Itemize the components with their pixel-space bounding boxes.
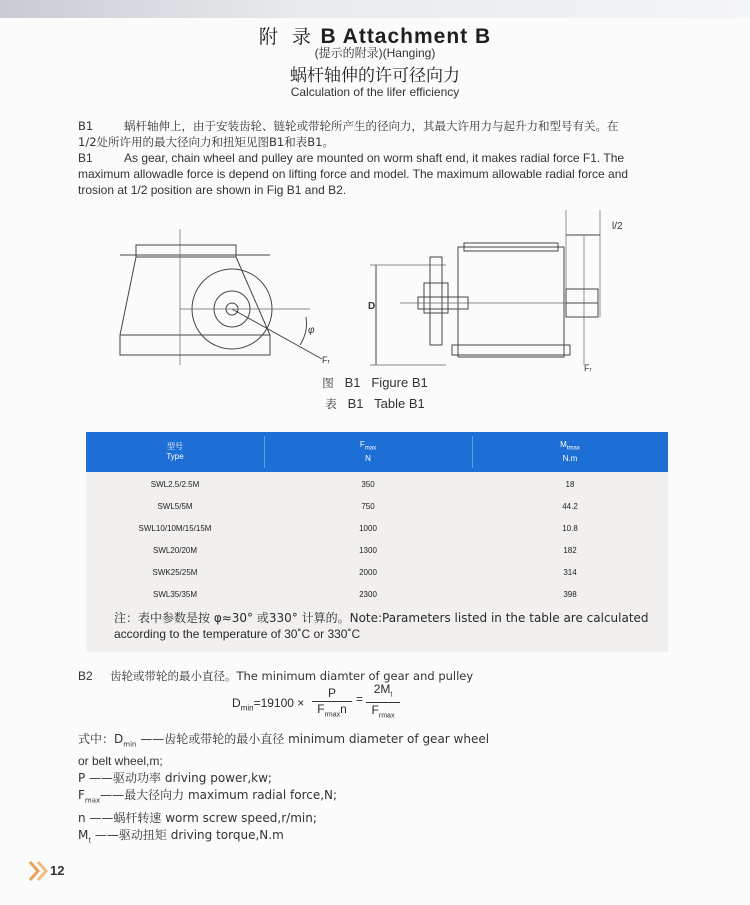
b1-paragraph <box>78 118 668 198</box>
table-row: SWL10/10M/15/15M 1000 10.8 <box>138 524 578 533</box>
header-type: 型号 Type <box>166 442 184 461</box>
table-header <box>86 432 668 472</box>
formula-lhs: $D_{min}=19100$ × <box>232 696 305 713</box>
top-band <box>0 0 750 18</box>
header-mtmax: $M_{tmax}$ N.m <box>560 440 580 463</box>
table-b1 <box>86 432 668 652</box>
table-row: SWK25/25M 2000 314 <box>152 568 577 577</box>
legend-line4: $F_{max}——$最大径向力 maximum radial force,N; <box>78 788 338 805</box>
legend-line3: P ——驱动功率 driving power,kw; <box>78 771 272 786</box>
b1-tag: B1 <box>78 119 94 133</box>
label-fr-right: Fᵣ <box>584 363 592 373</box>
table-note-line1: 注：表中参数是按 φ≈30° 或330° 计算的。Note:Parameters listed in the table are calculated <box>114 611 649 625</box>
title-en: B Attachment B <box>320 25 492 48</box>
footer-chevron-icon <box>28 858 50 884</box>
legend-line6: $M_t$ ——驱动扭矩 driving torque,N.m <box>78 827 284 845</box>
left-view <box>120 229 322 365</box>
label-d: D <box>368 301 376 312</box>
b1-en-line2: maximum allowadle force is depend on lifting force and model. The maximum allowable radial force and <box>78 167 629 181</box>
table-row: SWL5/5M 750 44.2 <box>157 502 578 511</box>
formula-eq2: = <box>356 692 364 706</box>
table-row: SWL20/20M 1300 182 <box>152 546 577 555</box>
label-half-l: l/2 <box>612 221 623 232</box>
legend-line1: 式中：$D_{min}$ ——齿轮或带轮的最小直径 minimum diameter of gear wheel <box>78 732 490 749</box>
b1-en-line3: trosion at 1/2 position are shown in Fig B1 and B2. <box>78 183 347 197</box>
page-number: 12 <box>50 863 65 878</box>
formula-legend <box>78 731 598 849</box>
figure-b1-diagram <box>100 205 660 377</box>
right-view <box>370 210 600 365</box>
b1-cn-line2: 1/2处所许用的最大径向力和扭矩见图B1和表B1。 <box>78 135 334 149</box>
b1-cn-line1: B1 蜗杆轴伸上，由于安装齿轮、链轮或带轮所产生的径向力，其最大许用力与起升力和型号有关。在 <box>78 119 619 133</box>
legend-line2: or belt wheel,m; <box>78 754 163 769</box>
b1-en-line1: B1 As gear, chain wheel and pulley are mounted on worm shaft end, it makes radial force F1. The <box>78 151 625 165</box>
b2-tag: B2 <box>78 669 93 683</box>
label-fr-left: Fᵣ <box>322 355 330 365</box>
label-phi: φ <box>308 325 315 336</box>
fraction-1: P $F_{rmax}n$ <box>312 686 352 722</box>
figure-caption: 图 B1 Figure B1 <box>322 375 428 390</box>
legend-line5: n ——蜗杆转速 worm screw speed,r/min; <box>78 810 317 825</box>
b1-tag-en: B1 <box>78 151 93 165</box>
table-row: SWL2.5/2.5M 350 18 <box>150 480 575 489</box>
table-note-line2: according to the temperature of 30˚C or 330˚C <box>114 627 361 641</box>
fraction-2: $2M_t$ $F_{rmax}$ <box>366 682 400 724</box>
b2-text: 齿轮或带轮的最小直径。The minimum diamter of gear and pulley <box>110 669 474 683</box>
table-note <box>114 610 659 642</box>
subtitle-hanging: (提示的附录)(Hanging) <box>314 46 436 60</box>
b2-heading <box>78 668 473 684</box>
subtitle-cn: 蜗杆轴伸的许可径向力 <box>290 66 460 86</box>
subtitle-en: Calculation of the lifer efficiency <box>290 85 460 99</box>
formula-dmin <box>232 682 472 722</box>
table-caption: 表 B1 Table B1 <box>325 396 425 411</box>
table-row: SWL35/35M 2300 398 <box>152 590 577 599</box>
header-fmax: $F_{max}$ N <box>359 440 377 463</box>
title-cn: 附 录 <box>258 26 315 48</box>
